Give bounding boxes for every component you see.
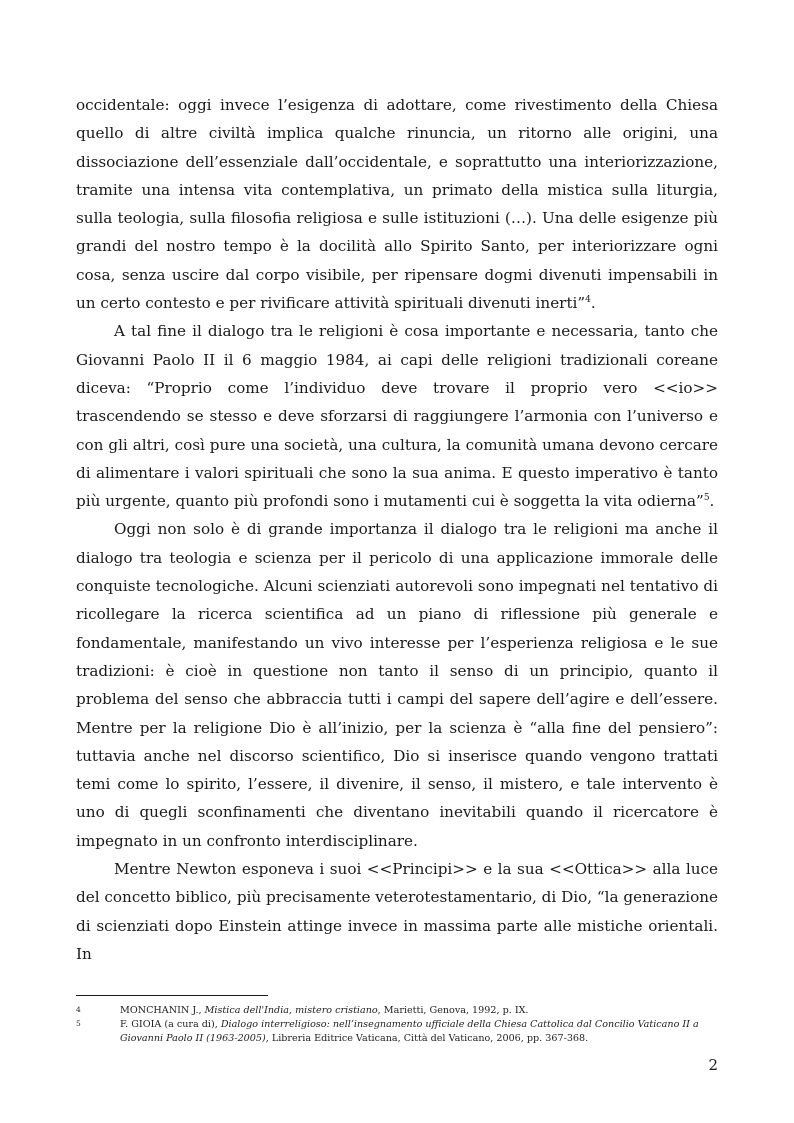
body-text xyxy=(76,91,718,968)
footnote-4 xyxy=(76,1004,718,1018)
footnote-text xyxy=(120,1004,718,1018)
paragraph-3: Oggi non solo è di grande importanza il dialogo tra le religioni ma anche il dialogo tra teologia e scienza per il pericolo di una applicazione immorale delle conquiste tecnologiche. Alcuni scienziati autorevoli sono impegnati nel tentativo di ricollegare la ricerca scientifica ad un piano di riflessione più generale e fondamentale, manifestando un vivo interesse per l’esperienza religiosa e le sue tradizioni: è cioè in questione non tanto il senso di un principio, quanto il problema del senso che abbraccia tutti i campi del sapere dell’agire e dell’essere. Mentre per la religione Dio è all’inizio, per la scienza è “alla fine del pensiero”: tuttavia anche nel discorso scientifico, Dio si inserisce quando vengono trattati temi come lo spirito, l’essere, il divenire, il senso, il mistero, e tale intervento è uno di quegli sconfinamenti che diventano inevitabili quando il ricercatore è impegnato in un confronto interdisciplinare. xyxy=(76,520,718,850)
footnote-title: Dialogo interreligioso: nell’insegnamento ufficiale della Chiesa Cattolica dal Concilio Vaticano II a Giovanni Paolo II (1963-2005) xyxy=(120,1019,699,1045)
footnote-details: , Marietti, Genova, 1992, p. IX. xyxy=(377,1005,529,1016)
paragraph-4: Mentre Newton esponeva i suoi <<Principi>> e la sua <<Ottica>> alla luce del concetto biblico, più precisamente veterotestamentario, di Dio, “la generazione di scienziati dopo Einstein attinge invece in massima parte alle mistiche orientali. In xyxy=(76,860,718,963)
footnotes xyxy=(76,1004,718,1047)
paragraph-1-text: occidentale: oggi invece l’esigenza di adottare, come rivestimento della Chiesa quello di altre civiltà implica qualche rinuncia, un ritorno alle origini, una dissociazione dell’essenziale dall’occidentale, e soprattutto una interiorizzazione, tramite una intensa vita contemplativa, un primato della mistica sulla liturgia, sulla teologia, sulla filosofia religiosa e sulle istituzioni (…). Una delle esigenze più grandi del nostro tempo è la docilità allo Spirito Santo, per interiorizzare ogni cosa, senza uscire dal corpo visibile, per ripensare dogmi divenuti impensabili in un certo contesto e per rivificare attività spirituali divenuti inerti” xyxy=(76,96,718,313)
footnote-5 xyxy=(76,1018,718,1046)
footnote-number: 5 xyxy=(76,1019,81,1029)
paragraph-2-text: A tal fine il dialogo tra le religioni è cosa importante e necessaria, tanto che Giovanni Paolo II il 6 maggio 1984, ai capi delle religioni tradizionali coreane diceva: “Proprio come l’individuo deve trovare il proprio vero <<io>> trascendendo se stesso e deve sforzarsi di raggiungere l’armonia con l’universo e con gli altri, così pure una società, una cultura, la comunità umana devono cercare di alimentare i valori spirituali che sono la sua anima. E questo imperativo è tanto più urgente, quanto più profondi sono i mutamenti cui è soggetta la vita odierna” xyxy=(76,322,718,511)
paragraph-1 xyxy=(76,91,718,317)
footnote-author: F. GIOIA (a cura di), xyxy=(120,1019,221,1031)
page-number: 2 xyxy=(708,1056,718,1074)
footnote-text xyxy=(120,1018,718,1046)
paragraph-1-end: . xyxy=(590,294,596,313)
paragraph-2-end: . xyxy=(709,492,715,511)
footnote-author: MONCHANIN J., xyxy=(120,1005,205,1016)
footnote-ref-4: 4 xyxy=(585,295,591,306)
footnote-separator xyxy=(76,995,268,996)
footnote-title: Mistica dell'India, mistero cristiano xyxy=(204,1005,378,1016)
footnote-details: , Libreria Editrice Vaticana, Città del Vaticano, 2006, pp. 367-368. xyxy=(265,1033,589,1045)
paragraph-2 xyxy=(76,317,718,515)
footnote-ref-5: 5 xyxy=(703,493,710,504)
footnote-number: 4 xyxy=(76,1005,81,1014)
